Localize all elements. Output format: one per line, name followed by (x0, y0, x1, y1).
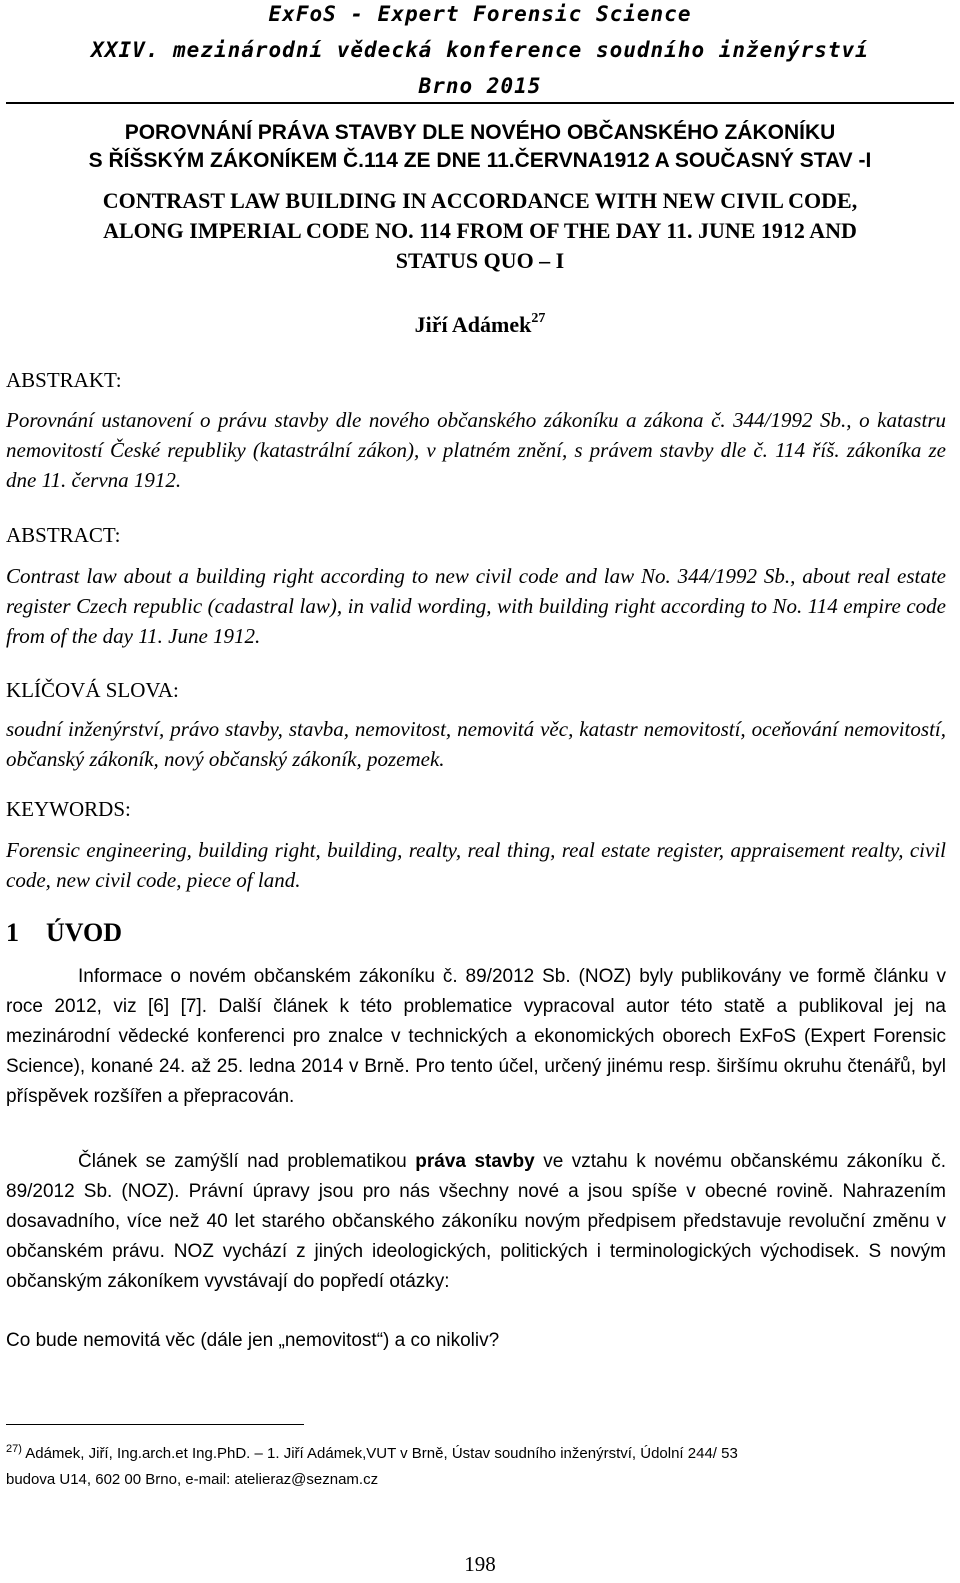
section-number: 1 (6, 918, 19, 947)
title-cz-line2: S ŘÍŠSKÝM ZÁKONÍKEM Č.114 ZE DNE 11.ČERVNA1912 A SOUČASNÝ STAV -I (88, 149, 872, 172)
intro-paragraph-1 (6, 962, 946, 1112)
intro-paragraph-2-text-b: ve vztahu k novému občanskému zákoníku č. 89/2012 Sb. (NOZ). Právní úpravy jsou pro nás všechny nové a jsou spíše v obecné rovině. Nahrazením dosavadního, více než 40 let starého občanského zákoníku novým předpisem představuje revoluční změnu v občanském právu. NOZ vychází z jiných ideologických, politických i terminologických východisek. S novým občanským zákoníkem vyvstávají do popředí otázky: (6, 1151, 946, 1292)
footnote-rule (6, 1424, 304, 1425)
abstract-text: Contrast law about a building right according to new civil code and law No. 344/1992 Sb., about real estate register Czech republic (cadastral law), in valid wording, with building right according to No. 114 empire code from of the day 11. June 1912. (6, 564, 946, 648)
footnote-line1: Adámek, Jiří, Ing.arch.et Ing.PhD. – 1. Jiří Adámek,VUT v Brně, Ústav soudního inženýrství, Údolní 244/ 53 (21, 1445, 738, 1462)
intro-paragraph-2-text-a: Článek se zamýšlí nad problematikou (78, 1151, 416, 1172)
header-location-year: Brno 2015 (418, 74, 542, 98)
title-cz-line1: POROVNÁNÍ PRÁVA STAVBY DLE NOVÉHO OBČANSKÉHO ZÁKONÍKU (124, 121, 836, 144)
keywords-text: Forensic engineering, building right, building, realty, real thing, real estate register, appraisement realty, civil code, new civil code, piece of land. (6, 838, 946, 892)
intro-paragraph-1-text: Informace o novém občanském zákoníku č. 89/2012 Sb. (NOZ) byly publikovány ve formě článku v roce 2012, viz [6] [7]. Další článek k této problematice vypracoval autor této statě a publikoval jej na mezinárodní vědecké konferenci pro znalce v technických a ekonomických oborech ExFoS (Expert Forensic Science), konané 24. až 25. ledna 2014 v Brně. Pro tento účel, určený jinému resp. širšímu okruhu čtenářů, byl příspěvek rozšířen a přepracován. (6, 966, 946, 1107)
klicova-slova-text: soudní inženýrství, právo stavby, stavba, nemovitost, nemovitá věc, katastr nemovitostí, oceňování nemovitostí, občanský zákoník, nový občanský zákoník, pozemek. (6, 717, 946, 771)
author (0, 312, 960, 338)
abstrakt-text: Porovnání ustanovení o právu stavby dle nového občanského zákoníku a zákona č. 344/1992 Sb., o katastru nemovitostí České republiky (katastrální zákon), v platném znění, s právem stavby dle č. 114 říš. zákoníka ze dne 11. června 1912. (6, 408, 946, 492)
footnote-mark: 27) (6, 1443, 22, 1455)
page-number: 198 (464, 1552, 496, 1576)
title-en-line2: ALONG IMPERIAL CODE NO. 114 FROM OF THE DAY 11. JUNE 1912 AND (103, 218, 857, 243)
title-en-line1: CONTRAST LAW BUILDING IN ACCORDANCE WITH NEW CIVIL CODE, (102, 188, 858, 213)
abstract-label: ABSTRACT: (6, 523, 121, 547)
author-name: Jiří Adámek (414, 312, 532, 337)
keywords-label: KEYWORDS: (6, 797, 131, 821)
header-rule (6, 102, 954, 104)
klicova-slova-label: KLÍČOVÁ SLOVA: (6, 678, 179, 702)
abstrakt-label: ABSTRAKT: (6, 368, 122, 392)
author-footnote-ref: 27 (531, 310, 546, 326)
header-conference-title: XXIV. mezinárodní vědecká konference soudního inženýrství (91, 38, 869, 62)
footnote-line2: budova U14, 602 00 Brno, e-mail: atelieraz@seznam.cz (6, 1471, 379, 1488)
intro-question: Co bude nemovitá věc (dále jen „nemovitost“) a co nikoliv? (6, 1330, 500, 1351)
section-heading (6, 918, 122, 948)
intro-paragraph-2 (6, 1147, 946, 1297)
intro-paragraph-2-emphasis: práva stavby (415, 1151, 535, 1172)
header-conference-name: ExFoS - Expert Forensic Science (268, 2, 692, 26)
footnote (6, 1436, 946, 1493)
section-title: ÚVOD (46, 918, 123, 947)
title-en-line3: STATUS QUO – I (395, 248, 565, 273)
